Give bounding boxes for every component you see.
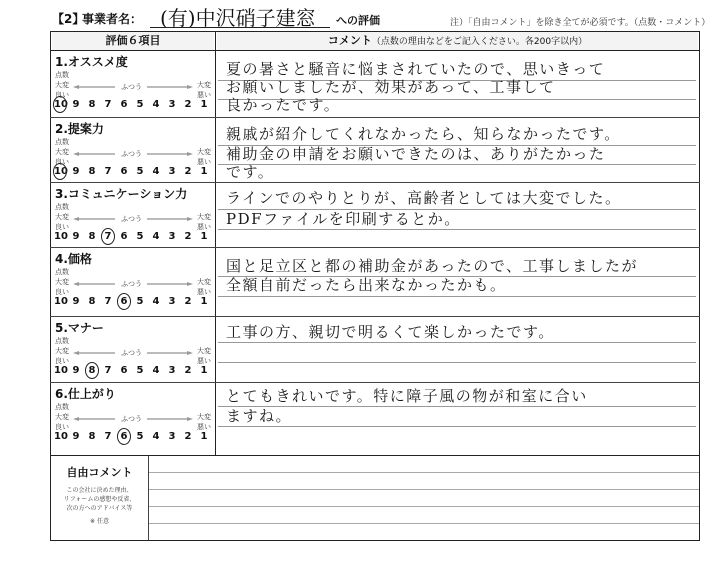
score-option[interactable]: 3 — [168, 99, 176, 110]
score-option[interactable]: 3 — [168, 166, 176, 177]
free-comment-hint-2: リフォームの感想や反省、 — [63, 496, 136, 503]
score-option[interactable]: 1 — [200, 431, 208, 442]
score-option[interactable]: 7 — [104, 365, 112, 376]
score-option[interactable]: 6 — [120, 166, 128, 177]
comment-1-line-3: 良かったです。 — [226, 96, 341, 114]
score-option[interactable]: 1 — [200, 231, 208, 242]
score-option[interactable]: 6 — [120, 231, 128, 242]
comment-3-line-2: PDFファイルを印刷するとか。 — [226, 210, 461, 228]
score-option[interactable]: 7 — [104, 296, 112, 307]
score-option[interactable]: 5 — [136, 166, 144, 177]
comment-column-header — [217, 32, 698, 50]
score-label: 点数 — [55, 268, 69, 276]
score-option[interactable]: 2 — [184, 99, 192, 110]
score-option[interactable]: 10 — [54, 365, 68, 376]
score-option[interactable]: 3 — [168, 296, 176, 307]
selected-score-circle — [101, 228, 115, 245]
score-option[interactable]: 8 — [88, 99, 96, 110]
score-option[interactable]: 2 — [184, 231, 192, 242]
arrow-left-icon — [73, 417, 115, 421]
very-label-right: 大変 — [197, 81, 211, 89]
score-option[interactable]: 7 — [104, 231, 112, 242]
score-option[interactable]: 2 — [184, 431, 192, 442]
selected-score-circle — [53, 96, 67, 113]
comment-5-line-1: 工事の方、親切で明るくて楽しかったです。 — [226, 323, 555, 341]
score-label: 点数 — [55, 403, 69, 411]
score-option[interactable]: 1 — [200, 365, 208, 376]
free-comment-rule[interactable] — [149, 506, 699, 507]
comment-1-line-2: お願いしましたが、効果があって、工事して — [226, 78, 556, 96]
normal-label: ふつう — [121, 150, 142, 158]
score-option[interactable]: 9 — [72, 166, 80, 177]
criterion-5 — [51, 318, 214, 381]
score-option[interactable]: 4 — [152, 296, 160, 307]
comment-column-subtitle: （点数の理由などをご記入ください。各200字以内） — [371, 37, 588, 47]
normal-label: ふつう — [121, 415, 142, 423]
required-note: 注）「自由コメント」を除き全てが必須です。（点数・コメント） — [450, 18, 711, 28]
selected-score-circle — [53, 163, 67, 180]
score-option[interactable]: 5 — [136, 431, 144, 442]
normal-label: ふつう — [121, 349, 142, 357]
free-comment-label-box — [51, 456, 148, 540]
comment-6-line-1: とてもきれいです。特に障子風の物が和室に合い — [226, 387, 588, 405]
bad-label: 悪い — [197, 158, 211, 166]
comment-2-line-2: 補助金の申請をお願いできたのは、ありがたかった — [226, 145, 606, 163]
score-option[interactable]: 7 — [104, 99, 112, 110]
arrow-right-icon — [147, 85, 193, 89]
score-option[interactable]: 6 — [120, 296, 128, 307]
very-label-left: 大変 — [55, 278, 69, 286]
comment-rule — [218, 229, 696, 230]
selected-score-circle — [117, 293, 131, 310]
company-label: 事業者名： — [82, 12, 143, 26]
score-option[interactable]: 9 — [72, 296, 80, 307]
criterion-title: 2.提案力 — [55, 122, 104, 136]
score-option[interactable]: 1 — [200, 166, 208, 177]
score-option[interactable]: 5 — [136, 231, 144, 242]
score-option[interactable]: 4 — [152, 99, 160, 110]
comment-2-line-3: です。 — [226, 163, 275, 181]
selected-score-circle — [117, 428, 131, 445]
score-option[interactable]: 10 — [54, 431, 68, 442]
score-option[interactable]: 1 — [200, 99, 208, 110]
score-option[interactable]: 8 — [88, 231, 96, 242]
score-option[interactable]: 5 — [136, 99, 144, 110]
score-option[interactable]: 9 — [72, 99, 80, 110]
comment-4-line-1: 国と足立区と都の補助金があったので、工事しましたが — [226, 257, 639, 275]
column-divider — [215, 31, 216, 456]
criterion-title: 1.オススメ度 — [55, 55, 128, 69]
score-option[interactable]: 4 — [152, 231, 160, 242]
very-label-left: 大変 — [55, 148, 69, 156]
score-scale — [54, 231, 210, 243]
normal-label: ふつう — [121, 215, 142, 223]
bad-label: 悪い — [197, 423, 211, 431]
very-label-right: 大変 — [197, 413, 211, 421]
very-label-left: 大変 — [55, 213, 69, 221]
criterion-title: 6.仕上がり — [55, 387, 116, 401]
score-scale — [54, 431, 210, 443]
good-label: 良い — [55, 158, 69, 166]
normal-label: ふつう — [121, 280, 142, 288]
criterion-2 — [51, 119, 214, 182]
row-divider — [50, 247, 700, 248]
score-option[interactable]: 5 — [136, 365, 144, 376]
comment-rule — [218, 342, 696, 343]
comment-2-line-1: 親戚が紹介してくれなかったら、知らなかったです。 — [226, 125, 621, 143]
arrow-right-icon — [147, 417, 193, 421]
score-option[interactable]: 4 — [152, 365, 160, 376]
criteria-column-header: 評価６項目 — [52, 32, 214, 50]
free-comment-rule[interactable] — [149, 472, 699, 473]
arrow-left-icon — [73, 152, 115, 156]
score-option[interactable]: 3 — [168, 231, 176, 242]
score-option[interactable]: 4 — [152, 166, 160, 177]
criterion-title: 3.コミュニケーション力 — [55, 187, 188, 201]
comment-6-line-2: ますね。 — [226, 407, 293, 425]
criterion-title: 4.価格 — [55, 252, 92, 266]
very-label-right: 大変 — [197, 213, 211, 221]
score-scale — [54, 166, 210, 178]
comment-4-line-2: 全額自前だったら出来なかったかも。 — [226, 276, 507, 294]
score-option[interactable]: 2 — [184, 166, 192, 177]
score-option[interactable]: 5 — [136, 296, 144, 307]
score-label: 点数 — [55, 337, 69, 345]
evaluation-suffix: への評価 — [336, 14, 380, 27]
selected-score-circle — [85, 362, 99, 379]
bad-label: 悪い — [197, 91, 211, 99]
good-label: 良い — [55, 91, 69, 99]
good-label: 良い — [55, 223, 69, 231]
free-comment-rule[interactable] — [149, 489, 699, 490]
score-option[interactable]: 8 — [88, 431, 96, 442]
score-option[interactable]: 6 — [120, 365, 128, 376]
score-option[interactable]: 6 — [120, 99, 128, 110]
very-label-right: 大変 — [197, 278, 211, 286]
score-option[interactable]: 3 — [168, 431, 176, 442]
score-label: 点数 — [55, 138, 69, 146]
arrow-right-icon — [147, 351, 193, 355]
comment-rule — [218, 296, 696, 297]
free-comment-divider-vertical — [148, 456, 149, 540]
score-option[interactable]: 9 — [72, 365, 80, 376]
very-label-left: 大変 — [55, 413, 69, 421]
good-label: 良い — [55, 357, 69, 365]
company-name-underline — [150, 27, 330, 28]
score-option[interactable]: 2 — [184, 296, 192, 307]
score-option[interactable]: 9 — [72, 431, 80, 442]
free-comment-hint-3: 次の方へのアドバイス等 — [66, 505, 133, 512]
arrow-right-icon — [147, 217, 193, 221]
criterion-3 — [51, 184, 214, 247]
score-option[interactable]: 1 — [200, 296, 208, 307]
normal-label: ふつう — [121, 83, 142, 91]
score-option[interactable]: 10 — [54, 99, 68, 110]
free-comment-title: 自由コメント — [66, 466, 133, 479]
score-option[interactable]: 6 — [120, 431, 128, 442]
very-label-right: 大変 — [197, 148, 211, 156]
criterion-6 — [51, 384, 214, 447]
comment-rule — [218, 426, 696, 427]
comment-1-line-1: 夏の暑さと騒音に悩まされていたので、思いきって — [226, 60, 606, 78]
comment-column-title: コメント — [327, 34, 372, 47]
score-label: 点数 — [55, 71, 69, 79]
bad-label: 悪い — [197, 357, 211, 365]
row-divider — [50, 382, 700, 383]
score-option[interactable]: 9 — [72, 231, 80, 242]
section-number: 【2】 — [52, 12, 85, 26]
arrow-right-icon — [147, 152, 193, 156]
arrow-right-icon — [147, 282, 193, 286]
score-label: 点数 — [55, 203, 69, 211]
free-comment-hint-1: この会社に決めた理由、 — [66, 487, 133, 494]
criterion-4 — [51, 249, 214, 312]
bad-label: 悪い — [197, 288, 211, 296]
good-label: 良い — [55, 288, 69, 296]
arrow-left-icon — [73, 351, 115, 355]
bad-label: 悪い — [197, 223, 211, 231]
score-option[interactable]: 8 — [88, 296, 96, 307]
row-divider — [50, 182, 700, 183]
arrow-left-icon — [73, 282, 115, 286]
score-scale — [54, 296, 210, 308]
arrow-left-icon — [73, 217, 115, 221]
row-divider — [50, 316, 700, 317]
arrow-left-icon — [73, 85, 115, 89]
score-option[interactable]: 7 — [104, 431, 112, 442]
score-option[interactable]: 8 — [88, 166, 96, 177]
comment-rule — [218, 164, 696, 165]
score-option[interactable]: 3 — [168, 365, 176, 376]
free-comment-optional: ※ 任意 — [90, 518, 109, 525]
score-option[interactable]: 10 — [54, 296, 68, 307]
row-divider — [50, 117, 700, 118]
criterion-1 — [51, 52, 214, 115]
score-scale — [54, 99, 210, 111]
company-name: (有)中沢硝子建窓 — [160, 6, 316, 30]
score-option[interactable]: 8 — [88, 365, 96, 376]
free-comment-rule[interactable] — [149, 523, 699, 524]
comment-3-line-1: ラインでのやりとりが、高齢者としては大変でした。 — [226, 189, 622, 207]
score-option[interactable]: 10 — [54, 166, 68, 177]
score-option[interactable]: 7 — [104, 166, 112, 177]
very-label-left: 大変 — [55, 81, 69, 89]
criterion-title: 5.マナー — [55, 321, 104, 335]
very-label-left: 大変 — [55, 347, 69, 355]
header-divider — [50, 50, 700, 51]
comment-rule — [218, 362, 696, 363]
score-option[interactable]: 10 — [54, 231, 68, 242]
good-label: 良い — [55, 423, 69, 431]
score-option[interactable]: 4 — [152, 431, 160, 442]
score-option[interactable]: 2 — [184, 365, 192, 376]
very-label-right: 大変 — [197, 347, 211, 355]
score-scale — [54, 365, 210, 377]
